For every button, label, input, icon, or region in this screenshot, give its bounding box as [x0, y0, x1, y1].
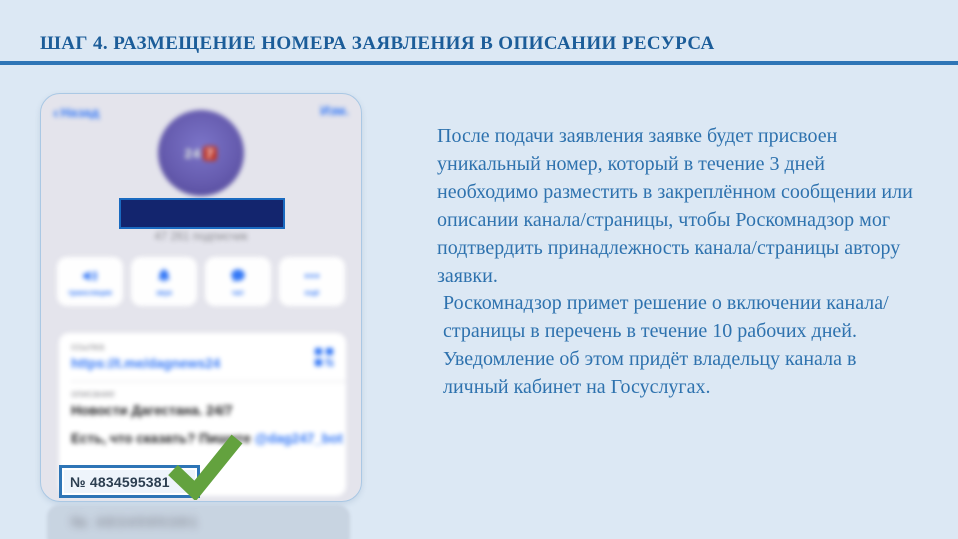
link-field-label: ссылка — [71, 342, 105, 353]
application-number-box: № 4834595381 — [59, 465, 200, 498]
channel-link[interactable]: https://t.me/dagnews24 — [71, 356, 221, 371]
page-title: ШАГ 4. РАЗМЕЩЕНИЕ НОМЕРА ЗАЯВЛЕНИЯ В ОПИСАНИИ РЕСУРСА — [40, 33, 715, 54]
ellipsis-icon — [303, 267, 321, 285]
subscriber-count: 47 261 подписчик — [154, 231, 248, 243]
chevron-left-icon: ‹ — [53, 103, 59, 122]
avatar-7: 7 — [203, 146, 217, 161]
broadcast-button[interactable] — [57, 257, 123, 306]
paragraph-decision: Роскомнадзор примет решение о включении канала/страницы в перечень в течение 10 рабочих дней. Уведомление об этом придёт владельцу канала в личный кабинет на Госуслугах. — [443, 292, 889, 398]
bot-mention-link[interactable]: @dag247_bot — [254, 431, 343, 446]
phone-screenshot — [40, 93, 362, 502]
reflection-blurred-text: № 4834595381 — [71, 514, 200, 531]
avatar-logo — [185, 146, 218, 161]
speaker-icon — [81, 267, 99, 285]
chat-button[interactable] — [205, 257, 271, 306]
description-field-label: описание — [71, 389, 115, 400]
qr-code-icon[interactable] — [313, 346, 335, 373]
more-button[interactable] — [279, 257, 345, 306]
avatar-24: 24 — [184, 145, 202, 161]
action-label: ещё — [304, 287, 320, 297]
action-label: звук — [155, 287, 173, 297]
edit-button[interactable]: Изм. — [320, 103, 349, 118]
paragraph-application-number: После подачи заявления заявке будет присвоен уникальный номер, который в течение 3 дней необходимо разместить в закреплённом сообщении или описании канала/страницы, чтобы Роскомнадзор мог подтвердить принадлежность канала/страницы автору заявки. — [437, 125, 913, 287]
back-button[interactable] — [53, 103, 99, 123]
bell-icon — [155, 267, 173, 285]
action-button-row — [57, 257, 345, 306]
card-divider — [71, 381, 346, 382]
phone-reflection — [47, 505, 350, 539]
channel-avatar — [158, 110, 244, 196]
title-divider — [0, 61, 958, 65]
description-line2-text: Есть, что сказать? Пишите — [71, 431, 255, 446]
action-label: трансляция — [68, 287, 112, 297]
back-label: Назад — [60, 105, 100, 120]
green-checkmark-icon — [163, 430, 245, 505]
mute-button[interactable] — [131, 257, 197, 306]
redacted-channel-name — [119, 198, 285, 229]
chat-icon — [229, 267, 247, 285]
action-label: чат — [231, 287, 245, 297]
description-line1: Новости Дагестана. 24/7 — [71, 403, 233, 418]
